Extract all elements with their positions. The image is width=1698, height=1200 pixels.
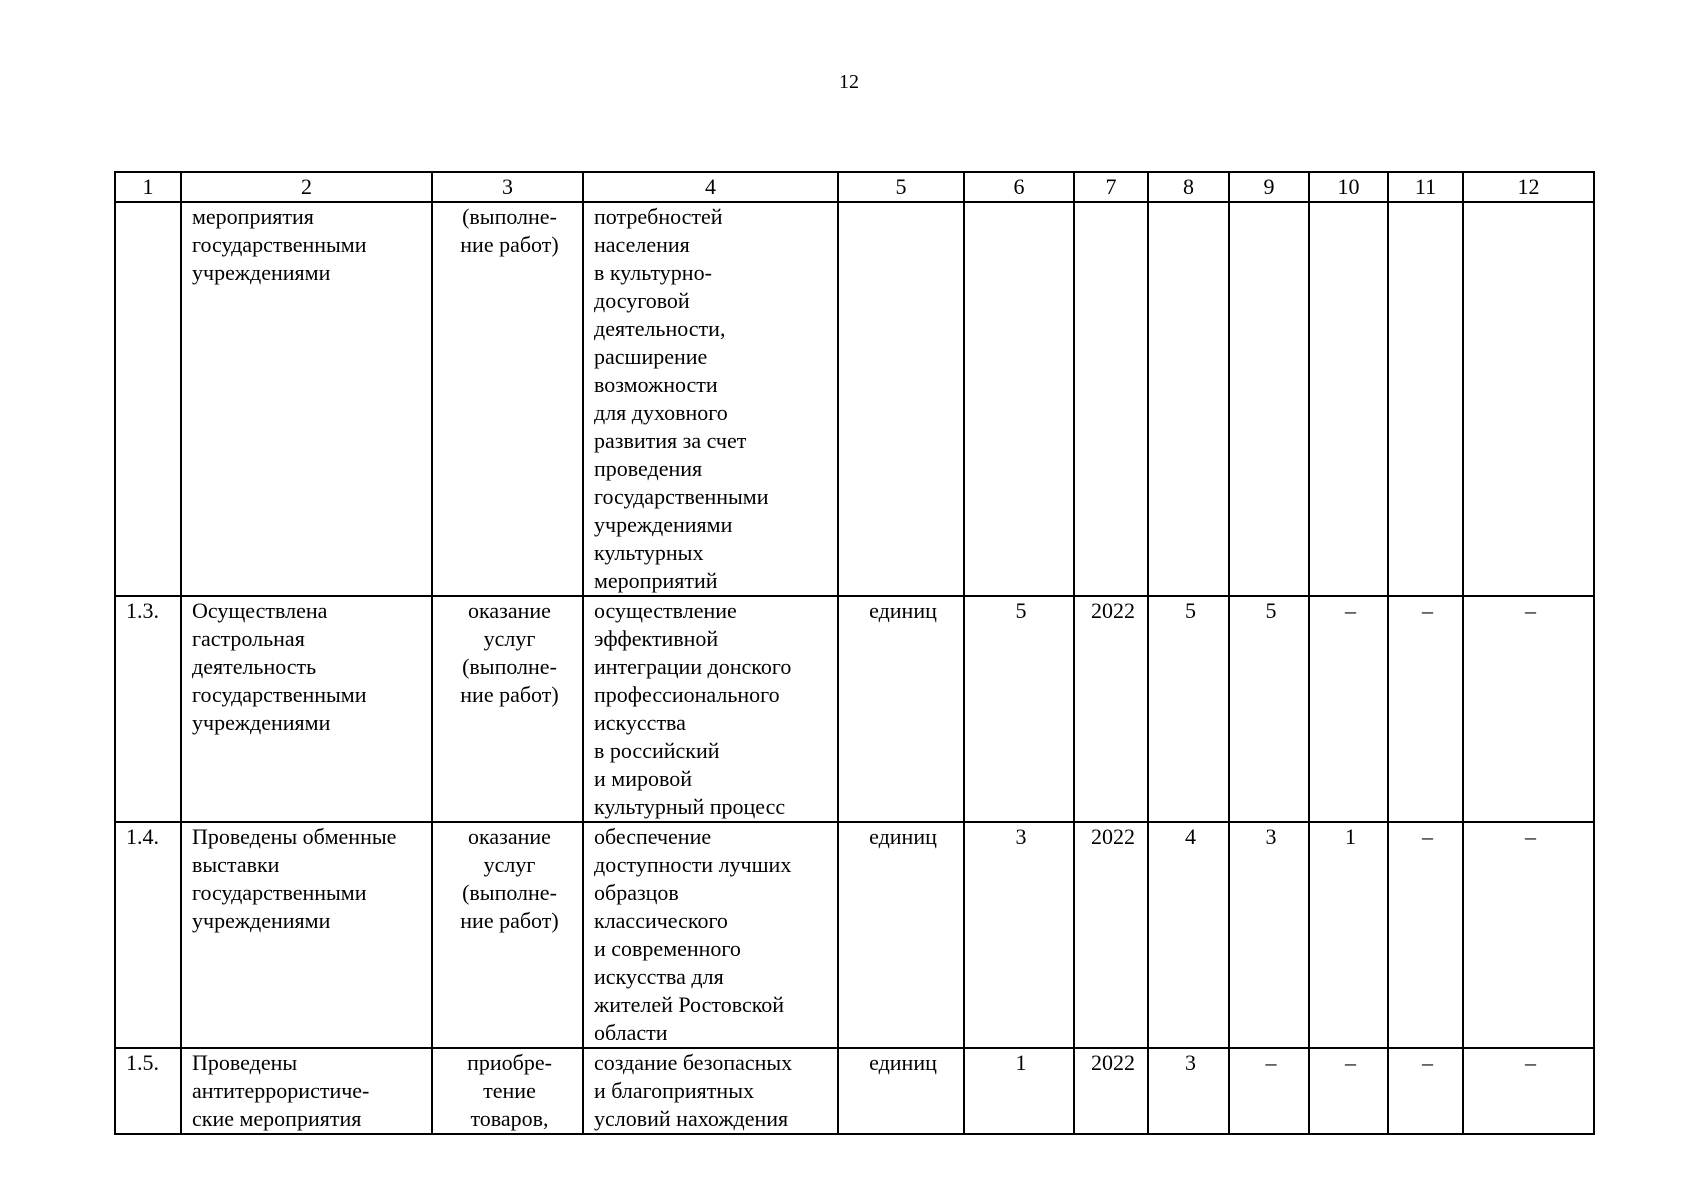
column-header: 6: [964, 172, 1074, 202]
description-line: проведения: [594, 456, 703, 481]
description-line: потребностей: [594, 204, 723, 229]
value-cell: 5: [1229, 596, 1309, 822]
value-cell: [964, 202, 1074, 596]
description-line: условий нахождения: [594, 1106, 789, 1131]
value-cell: 3: [964, 822, 1074, 1048]
description-cell: [583, 596, 838, 822]
description-line: и благоприятных: [594, 1078, 754, 1103]
description-line: профессионального: [594, 682, 780, 707]
row-number: [115, 202, 181, 596]
result-type-line: услуг: [483, 852, 536, 877]
result-name-line: антитеррористиче-: [192, 1078, 370, 1103]
year-cell: [1074, 202, 1148, 596]
value-cell: [1309, 202, 1388, 596]
value-cell: 1: [964, 1048, 1074, 1134]
description-line: искусства: [594, 710, 686, 735]
column-header: 4: [583, 172, 838, 202]
result-name-line: Осуществлена: [192, 598, 328, 623]
result-type-cell: [432, 596, 583, 822]
result-type-cell: [432, 1048, 583, 1134]
description-line: искусства для: [594, 964, 724, 989]
description-line: возможности: [594, 372, 718, 397]
row-number: 1.4.: [115, 822, 181, 1048]
result-type-line: (выполне-: [462, 654, 557, 679]
column-header: 9: [1229, 172, 1309, 202]
table-row: [115, 596, 1594, 822]
description-line: обеспечение: [594, 824, 712, 849]
value-cell: 3: [1148, 1048, 1229, 1134]
result-type-cell: [432, 202, 583, 596]
value-cell: [1148, 202, 1229, 596]
description-line: досуговой: [594, 288, 690, 313]
indicators-table: [114, 171, 1595, 1135]
value-cell: 5: [964, 596, 1074, 822]
result-name-line: Проведены обменные: [192, 824, 397, 849]
description-line: и современного: [594, 936, 741, 961]
year-cell: 2022: [1074, 1048, 1148, 1134]
result-type-line: ние работ): [460, 232, 559, 257]
description-cell: [583, 202, 838, 596]
result-name-line: государственными: [192, 682, 367, 707]
result-name-line: учреждениями: [192, 710, 331, 735]
page-number: 12: [839, 71, 859, 93]
result-name-cell: [181, 822, 432, 1048]
result-name-cell: [181, 1048, 432, 1134]
unit-cell: единиц: [838, 822, 964, 1048]
value-cell: –: [1229, 1048, 1309, 1134]
table-row: [115, 822, 1594, 1048]
result-name-line: ские мероприятия: [192, 1106, 362, 1131]
column-header: 1: [115, 172, 181, 202]
description-line: интеграции донского: [594, 654, 792, 679]
description-line: населения: [594, 232, 690, 257]
value-cell: –: [1388, 596, 1463, 822]
value-cell: 1: [1309, 822, 1388, 1048]
result-type-line: услуг: [483, 626, 536, 651]
value-cell: –: [1309, 596, 1388, 822]
value-cell: [1229, 202, 1309, 596]
value-cell: [1388, 202, 1463, 596]
value-cell: –: [1463, 596, 1594, 822]
result-type-line: (выполне-: [462, 204, 557, 229]
value-cell: –: [1463, 1048, 1594, 1134]
description-line: в российский: [594, 738, 720, 763]
value-cell: –: [1309, 1048, 1388, 1134]
description-line: деятельности,: [594, 316, 726, 341]
result-type-line: тение: [483, 1078, 536, 1103]
table-row: [115, 202, 1594, 596]
result-type-line: (выполне-: [462, 880, 557, 905]
column-number-row: [115, 172, 1594, 202]
description-line: учреждениями: [594, 512, 733, 537]
year-cell: 2022: [1074, 596, 1148, 822]
description-line: образцов: [594, 880, 679, 905]
unit-cell: [838, 202, 964, 596]
value-cell: –: [1388, 1048, 1463, 1134]
column-header: 5: [838, 172, 964, 202]
value-cell: [1463, 202, 1594, 596]
table-row: [115, 1048, 1594, 1134]
column-header: 8: [1148, 172, 1229, 202]
column-header: 12: [1463, 172, 1594, 202]
result-name-line: гастрольная: [192, 626, 305, 651]
result-name-line: выставки: [192, 852, 280, 877]
result-type-line: ние работ): [460, 682, 559, 707]
description-line: мероприятий: [594, 568, 718, 593]
result-type-cell: [432, 822, 583, 1048]
description-line: для духовного: [594, 400, 728, 425]
result-type-line: приобре-: [467, 1050, 552, 1075]
value-cell: 5: [1148, 596, 1229, 822]
result-name-line: государственными: [192, 232, 367, 257]
description-line: классического: [594, 908, 728, 933]
description-line: эффективной: [594, 626, 719, 651]
result-type-line: ние работ): [460, 908, 559, 933]
result-name-line: учреждениями: [192, 908, 331, 933]
value-cell: –: [1463, 822, 1594, 1048]
year-cell: 2022: [1074, 822, 1148, 1048]
description-line: расширение: [594, 344, 708, 369]
description-cell: [583, 1048, 838, 1134]
description-line: развития за счет: [594, 428, 747, 453]
result-name-cell: [181, 202, 432, 596]
description-line: государственными: [594, 484, 769, 509]
description-line: и мировой: [594, 766, 692, 791]
column-header: 10: [1309, 172, 1388, 202]
description-line: в культурно-: [594, 260, 712, 285]
unit-cell: единиц: [838, 596, 964, 822]
result-name-cell: [181, 596, 432, 822]
result-name-line: деятельность: [192, 654, 317, 679]
row-number: 1.5.: [115, 1048, 181, 1134]
result-type-line: товаров,: [470, 1106, 549, 1131]
column-header: 7: [1074, 172, 1148, 202]
result-type-line: оказание: [468, 824, 551, 849]
description-line: осуществление: [594, 598, 737, 623]
column-header: 3: [432, 172, 583, 202]
description-line: доступности лучших: [594, 852, 792, 877]
value-cell: 3: [1229, 822, 1309, 1048]
description-cell: [583, 822, 838, 1048]
result-name-line: государственными: [192, 880, 367, 905]
description-line: жителей Ростовской: [594, 992, 785, 1017]
result-name-line: мероприятия: [192, 204, 314, 229]
column-header: 2: [181, 172, 432, 202]
unit-cell: единиц: [838, 1048, 964, 1134]
result-name-line: учреждениями: [192, 260, 331, 285]
value-cell: 4: [1148, 822, 1229, 1048]
result-type-line: оказание: [468, 598, 551, 623]
row-number: 1.3.: [115, 596, 181, 822]
description-line: создание безопасных: [594, 1050, 793, 1075]
result-name-line: Проведены: [192, 1050, 298, 1075]
column-header: 11: [1388, 172, 1463, 202]
description-line: культурных: [594, 540, 704, 565]
description-line: области: [594, 1020, 668, 1045]
value-cell: –: [1388, 822, 1463, 1048]
description-line: культурный процесс: [594, 794, 786, 819]
